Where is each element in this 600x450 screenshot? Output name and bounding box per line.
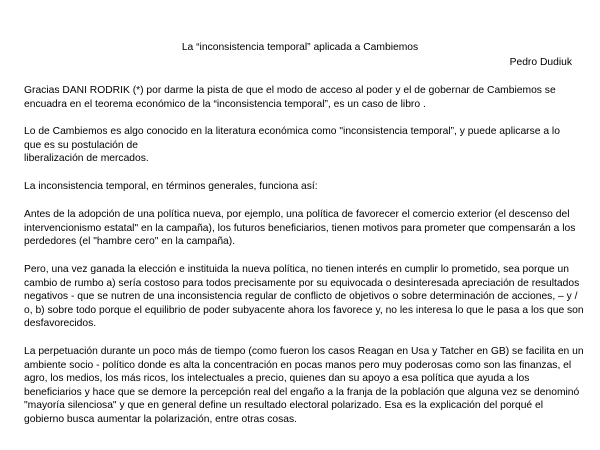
paragraph-cambiemos-line-3: liberalización de mercados. xyxy=(24,153,149,165)
paragraph-cambiemos-line-1: Lo de Cambiemos es algo conocido en la literatura económica como "inconsistencia temporal”, y puede aplicarse a lo xyxy=(24,126,560,137)
document-title: La “inconsistencia temporal” aplicada a Cambiemos xyxy=(181,42,419,53)
paragraph-cambiemos-line-2: que es su postulación de xyxy=(24,139,138,151)
paragraph-cambiemos xyxy=(24,125,584,166)
paragraph-definition: La inconsistencia temporal, en términos generales, funciona así: xyxy=(24,181,318,192)
paragraph-intro: Gracias DANI RODRIK (*) por darme la pista de que el modo de acceso al poder y el de gobernar de Cambiemos se encuadra en el teorema económico de la “inconsistencia temporal”, es un caso de libro . xyxy=(24,85,556,110)
document-author: Pedro Dudiuk xyxy=(509,57,572,68)
paragraph-perpetuation: La perpetuación durante un poco más de tiempo (como fueron los casos Reagan en Usa y Tatcher en GB) se facilita en un ambiente socio - político donde es alta la concentración en pocas manos pero muy poderosas como son las finanzas, el agro, los medios, los más ricos, los intelectuales a precio, quienes dan su apoyo a esa política que ayuda a los beneficiarios y hace que se demore la percepción real del engaño a la franja de la población que alguna vez se denominó "mayoría silenciosa" y que en general define un resultado electoral polarizado. Esa es la explicación del porqué el gobierno busca aumentar la polarización, entre otras cosas. xyxy=(24,346,584,425)
paragraph-before-policy: Antes de la adopción de una política nueva, por ejemplo, una política de favorecer el comercio exterior (el descenso del intervencionismo estatal" en la campaña), los futuros beneficiarios, tienen motivos para prometer que compensarán a los perdedores (el "hambre cero" en la campaña). xyxy=(24,209,576,248)
paragraph-after-election: Pero, una vez ganada la elección e instituida la nueva política, no tienen interés en cumplir lo prometido, sea porque un cambio de rumbo a) sería costoso para todos precisamente por su equivocada o desinteresada apreciación de resultados negativos - que se nutren de una inconsistencia regular de conflicto de objetivos o sobre determinación de acciones, – y / o, b) sobre todo porque el equilibrio de poder subyacente ahora los favorece y, no les interesa lo que le pasa a los que son desfavorecidos. xyxy=(24,264,584,330)
